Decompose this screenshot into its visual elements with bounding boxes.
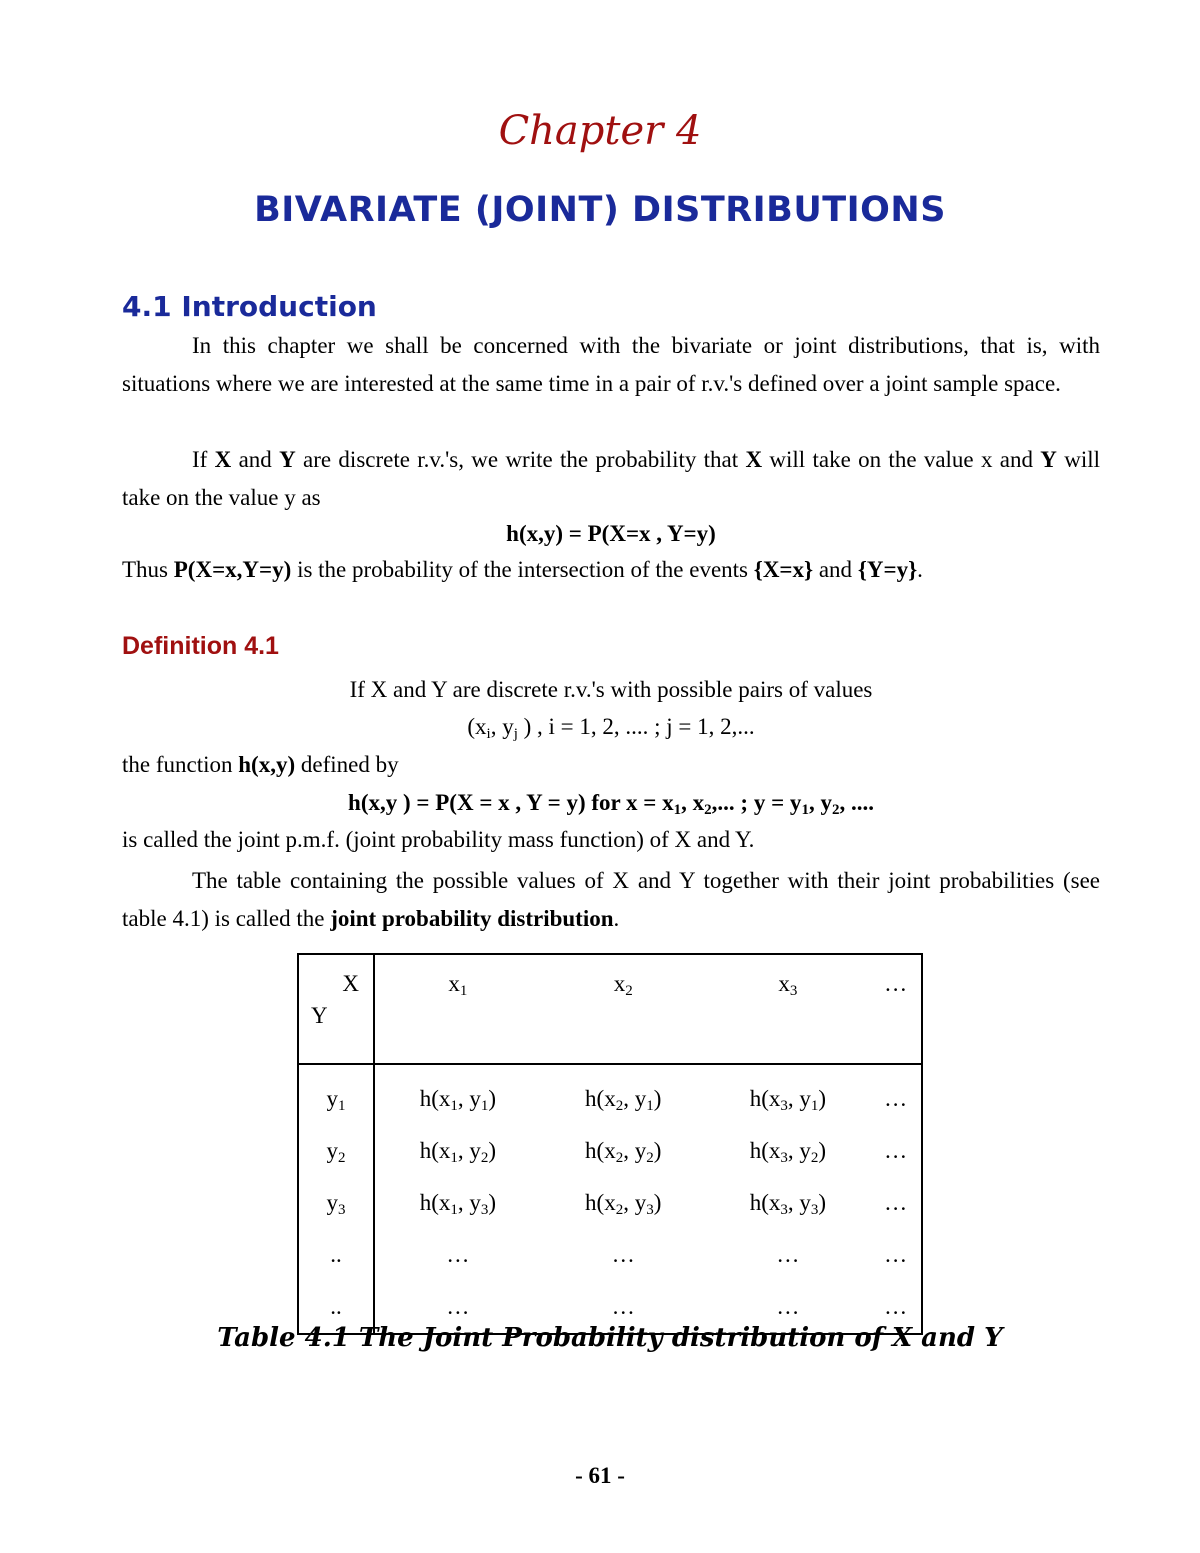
table-cell: … bbox=[611, 1242, 635, 1267]
table-cell: $h(x_2$, $y_2$) bbox=[585, 1138, 662, 1166]
text-run: x bbox=[448, 971, 460, 996]
text-run: (x bbox=[467, 714, 487, 739]
text-run: , y bbox=[490, 714, 514, 739]
subscript: 2 bbox=[625, 983, 633, 999]
table-cell: … bbox=[446, 1242, 470, 1267]
subscript: 1 bbox=[459, 983, 468, 999]
column-header bbox=[374, 954, 541, 1064]
table-header-row bbox=[298, 954, 922, 1064]
subscript: 1 bbox=[801, 802, 809, 818]
table-cell: $h(x_1$, $y_3$) bbox=[419, 1190, 497, 1218]
column-header bbox=[706, 954, 871, 1064]
formula-text bbox=[348, 790, 874, 818]
subscript: 1 bbox=[673, 802, 682, 818]
bold-run: {Y=y} bbox=[857, 557, 918, 582]
subscript: 1 bbox=[810, 1098, 819, 1114]
subscript: 1 bbox=[338, 1098, 346, 1114]
table-cell: … bbox=[884, 1190, 908, 1215]
subscript: 3 bbox=[789, 983, 798, 999]
text-run: and bbox=[231, 447, 280, 472]
text-run: Thus bbox=[122, 557, 174, 582]
definition-formula bbox=[122, 790, 1100, 816]
subscript: 3 bbox=[480, 1202, 489, 1218]
text-run: The table containing the possible values of X and Y together with their joint probabilities (see table 4.1) is called the bbox=[122, 868, 1100, 931]
table-cell: … bbox=[611, 1294, 635, 1319]
definition-line-1: If X and Y are discrete r.v.'s with possible pairs of values bbox=[349, 677, 873, 702]
table-intro-paragraph bbox=[122, 862, 1100, 938]
subscript: 1 bbox=[450, 1202, 458, 1218]
table-cell: … bbox=[884, 1086, 908, 1111]
table-row bbox=[298, 1229, 922, 1281]
corner-y-label: Y bbox=[311, 1003, 328, 1028]
text-run: defined by bbox=[295, 752, 399, 777]
page-number: - 61 - bbox=[575, 1463, 625, 1488]
table-cell: $h(x_2$, $y_1$) bbox=[585, 1086, 662, 1114]
subscript: 2 bbox=[615, 1150, 624, 1166]
subscript: 2 bbox=[810, 1150, 819, 1166]
text-run: , x bbox=[681, 790, 705, 815]
table-body bbox=[298, 1064, 922, 1334]
text-run: ) , i = 1, 2, .... ; j = 1, 2,... bbox=[517, 714, 755, 739]
text-run: .. bbox=[330, 1294, 342, 1319]
text-run: is the probability of the intersection of the events bbox=[291, 557, 754, 582]
intersection-sentence bbox=[122, 557, 923, 583]
subscript: 2 bbox=[615, 1202, 624, 1218]
formula-text: h(x,y) = P(X=x , Y=y) bbox=[506, 521, 716, 546]
text-run: y bbox=[326, 1086, 338, 1111]
table-cell: … bbox=[776, 1294, 800, 1319]
bold-run: Y bbox=[1040, 447, 1057, 472]
table-cell: $h(x_3$, $y_3$) bbox=[749, 1190, 827, 1218]
table-cell: $h(x_1$, $y_1$) bbox=[419, 1086, 497, 1114]
text-run: h(x,y ) = P(X = x , Y = y) for x = x bbox=[348, 790, 674, 815]
text-run: and bbox=[813, 557, 858, 582]
table-row bbox=[298, 1177, 922, 1229]
bold-run: Y bbox=[279, 447, 296, 472]
text-run: , y bbox=[808, 790, 832, 815]
bold-run: P(X=x,Y=y) bbox=[173, 557, 292, 582]
table-cell: … bbox=[446, 1294, 470, 1319]
bold-run: joint probability distribution bbox=[330, 906, 614, 931]
text-run: x bbox=[778, 971, 790, 996]
definition-line-3 bbox=[122, 752, 399, 778]
column-header bbox=[541, 954, 706, 1064]
discrete-rv-paragraph bbox=[122, 441, 1100, 517]
text-run: .. bbox=[330, 1242, 342, 1267]
table-cell: … bbox=[776, 1242, 800, 1267]
table-cell: … bbox=[884, 1242, 908, 1267]
formula-joint-pmf bbox=[122, 521, 1100, 547]
text-run: x bbox=[613, 971, 626, 996]
subscript: 1 bbox=[646, 1098, 654, 1114]
subscript: 1 bbox=[450, 1098, 458, 1114]
subscript: 2 bbox=[338, 1150, 346, 1166]
bold-run: X bbox=[214, 447, 232, 472]
bold-run: X bbox=[745, 447, 763, 472]
section-heading: 4.1 Introduction bbox=[122, 290, 377, 323]
table-cell: $h(x_3$, $y_1$) bbox=[749, 1086, 827, 1114]
table-cell: … bbox=[884, 1294, 908, 1319]
text-run: will take on the value y as bbox=[122, 447, 1101, 510]
definition-line-5: is called the joint p.m.f. (joint probability mass function) of X and Y. bbox=[122, 827, 755, 852]
definition-heading: Definition 4.1 bbox=[122, 632, 279, 660]
text-run: y bbox=[326, 1138, 338, 1163]
bold-run: h(x,y) bbox=[238, 752, 296, 777]
subscript: 3 bbox=[780, 1150, 788, 1166]
subscript: 2 bbox=[704, 802, 712, 818]
column-header bbox=[870, 954, 922, 1064]
subscript: 1 bbox=[450, 1150, 458, 1166]
chapter-title: BIVARIATE (JOINT) DISTRIBUTIONS bbox=[254, 190, 946, 230]
table-cell: … bbox=[884, 1138, 908, 1163]
table-row bbox=[298, 1125, 922, 1177]
text-run: . bbox=[613, 906, 620, 931]
subscript: 3 bbox=[780, 1098, 788, 1114]
subscript: j bbox=[513, 726, 518, 742]
table-corner-cell bbox=[298, 954, 374, 1064]
chapter-label: Chapter 4 bbox=[498, 108, 702, 154]
subscript: 3 bbox=[646, 1202, 654, 1218]
text-run: If bbox=[192, 447, 215, 472]
table-row bbox=[298, 1064, 922, 1125]
subscript: 3 bbox=[810, 1202, 819, 1218]
row-label bbox=[298, 1229, 374, 1281]
subscript: 3 bbox=[338, 1202, 346, 1218]
text-run: ,... ; y = y bbox=[711, 790, 802, 815]
text-run: the function bbox=[122, 752, 239, 777]
subscript: 2 bbox=[480, 1150, 489, 1166]
row-label bbox=[298, 1064, 374, 1125]
row-label bbox=[298, 1125, 374, 1177]
text-run: . bbox=[917, 557, 923, 582]
corner-x-label: X bbox=[342, 971, 359, 996]
subscript: 1 bbox=[480, 1098, 489, 1114]
row-label bbox=[298, 1177, 374, 1229]
text-run: , .... bbox=[839, 790, 874, 815]
text-run: … bbox=[884, 971, 908, 996]
intro-paragraph: In this chapter we shall be concerned with the bivariate or joint distributions, that is, with situations where we are interested at the same time in a pair of r.v.'s defined over a joint sample space. bbox=[122, 333, 1100, 396]
subscript: i bbox=[486, 726, 491, 742]
joint-probability-table bbox=[297, 953, 923, 1335]
table-cell: $h(x_1$, $y_2$) bbox=[419, 1138, 497, 1166]
text-run: y bbox=[326, 1190, 338, 1215]
table-cell: $h(x_2$, $y_3$) bbox=[585, 1190, 662, 1218]
table-caption: Table 4.1 The Joint Probability distribution of X and Y bbox=[217, 1323, 1003, 1353]
table-cell: $h(x_3$, $y_2$) bbox=[749, 1138, 827, 1166]
subscript: 2 bbox=[831, 802, 840, 818]
subscript: 2 bbox=[646, 1150, 654, 1166]
subscript: 3 bbox=[780, 1202, 788, 1218]
text-run: are discrete r.v.'s, we write the probability that bbox=[295, 447, 746, 472]
bold-run: {X=x} bbox=[753, 557, 814, 582]
subscript: 2 bbox=[615, 1098, 624, 1114]
text-run: will take on the value x and bbox=[762, 447, 1041, 472]
definition-pairs bbox=[122, 714, 1100, 740]
